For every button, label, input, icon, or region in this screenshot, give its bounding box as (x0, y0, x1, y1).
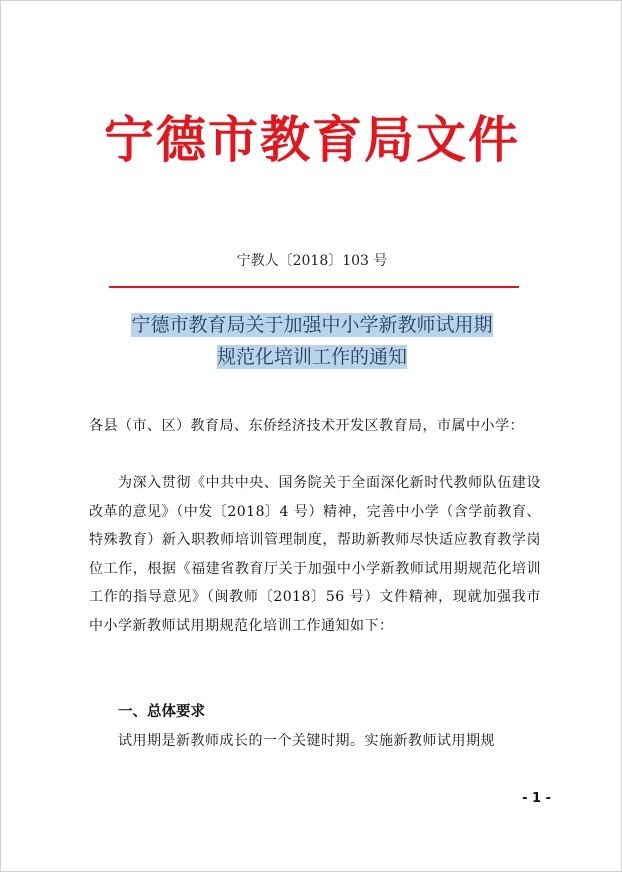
red-divider-rule (109, 286, 519, 288)
section-heading-general-requirements: 一、总体要求 (118, 704, 205, 720)
body-paragraph-1: 为深入贯彻《中共中央、国务院关于全面深化新时代教师队伍建设改革的意见》（中发〔2018〕4 号）精神，完善中小学（含学前教育、特殊教育）新入职教师培训管理制度，帮助新教师尽快适应教育教学岗位工作，根据《福建省教育厅关于加强中小学新教师试用期规范化培训工作的指导意见》（闽教师〔2018〕56 号）文件精神，现就加强我市中小学新教师试用期规范化培训工作通知如下： (89, 475, 541, 634)
notice-title-line-1: 宁德市教育局关于加强中小学新教师试用期 (131, 314, 493, 336)
body-paragraph-2: 试用期是新教师成长的一个关键时期。实施新教师试用期规 (118, 733, 495, 749)
document-number: 宁教人〔2018〕103 号 (236, 253, 388, 269)
salutation: 各县（市、区）教育局、东侨经济技术开发区教育局，市属中小学： (89, 418, 524, 434)
notice-title (61, 309, 563, 373)
masthead-title: 宁德市教育局文件 (104, 110, 520, 169)
notice-title-line-2: 规范化培训工作的通知 (216, 346, 407, 368)
page-number: - 1 - (522, 791, 551, 806)
